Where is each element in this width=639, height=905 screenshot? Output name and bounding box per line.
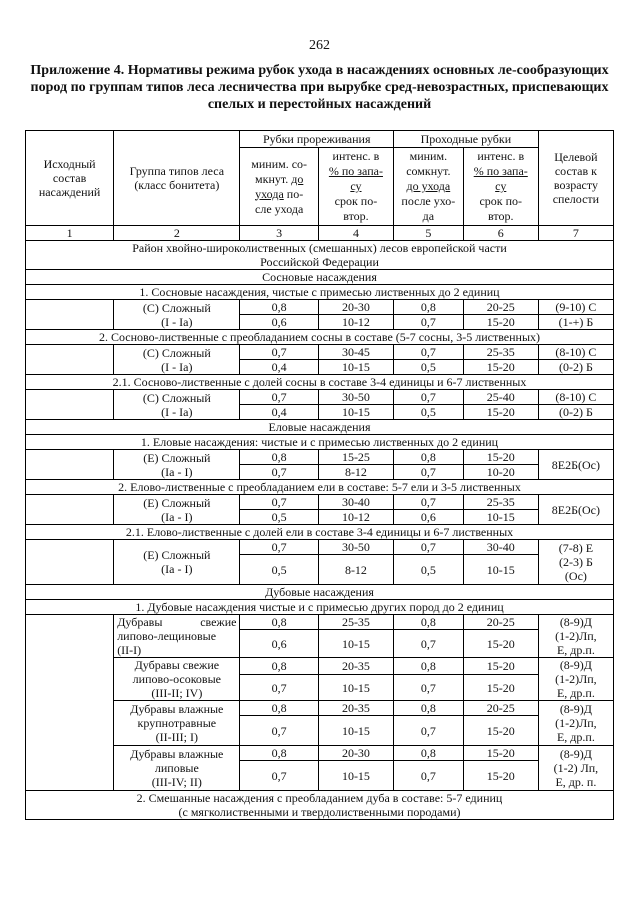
header-thinning: Рубки прореживания [240,131,394,148]
table-row: (С) Сложный (I - Ia) 0,7 30-50 0,7 25-40 (8-10) С [26,390,614,405]
oak-subsection-1: 1. Дубовые насаждения чистые и с примесью других пород до 2 единиц [26,600,614,615]
table-row: 0,6 10-12 0,7 15-20 (1-+) Б [26,315,614,330]
header-initial-composition: Исходный состав насаждений [26,131,114,226]
table-row: 0,4 10-15 0,5 15-20 (0-2) Б [26,360,614,375]
standards-table [25,130,614,820]
spruce-subsection-2: 2. Елово-лиственные с преобладанием ели в составе: 5-7 ели и 3-5 лиственных [26,480,614,495]
table-row: Дубравы влажные крупнотравные (II-III; I) 0,8 20-35 0,8 20-25 (8-9)Д (1-2)Лп, Е, др.п. [26,701,614,716]
table-row: 0,7 10-15 0,7 15-20 [26,675,614,701]
header-passing-cuttings: Проходные рубки [394,131,539,148]
table-row: 0,6 10-15 0,7 15-20 [26,630,614,658]
pine-subsection-2-1: 2.1. Сосново-лиственные с долей сосны в составе 3-4 единицы и 6-7 лиственных [26,375,614,390]
page-number: 262 [309,38,330,53]
header-intensity-thinning: интенс. в % по запа- су срок по- втор. [318,148,393,226]
spruce-subsection-2-1: 2.1. Елово-лиственные с долей ели в составе 3-4 единицы и 6-7 лиственных [26,525,614,540]
oak-heading: Дубовые насаждения [26,585,614,600]
pine-heading: Сосновые насаждения [26,270,614,285]
table-row: 0,5 10-12 0,6 10-15 [26,510,614,525]
table-row: 0,5 8-12 0,5 10-15 [26,555,614,585]
table-row: Дубравы свежие липово-осоковые (III-II; IV) 0,8 20-35 0,8 15-20 (8-9)Д (1-2)Лп, Е, др.п. [26,658,614,675]
header-forest-type-group: Группа типов леса (класс бонитета) [114,131,240,226]
header-min-density-thinning: миним. со- мкнут. до ухода по- сле ухода [240,148,318,226]
pine-subsection-1: 1. Сосновые насаждения, чистые с примесью лиственных до 2 единиц [26,285,614,300]
table-row: 0,4 10-15 0,5 15-20 (0-2) Б [26,405,614,420]
table-row: (С) Сложный (I - Ia) 0,7 30-45 0,7 25-35 (8-10) С [26,345,614,360]
oak-subsection-2: 2. Смешанные насаждения с преобладанием дуба в составе: 5-7 единиц (с мягколиственными и твердолиственными породами) [26,791,614,820]
table-row: 0,7 10-15 0,7 15-20 [26,761,614,791]
spruce-subsection-1: 1. Еловые насаждения: чистые и с примесью лиственных до 2 единиц [26,435,614,450]
region-heading: Район хвойно-широколиственных (смешанных) лесов европейской части Российской Федерации [26,241,614,270]
header-min-density-passing: миним. сомкнут. до ухода после ухо- да [394,148,464,226]
table-row: (Е) Сложный (Ia - I) 0,7 30-50 0,7 30-40 (7-8) Е (2-3) Б (Ос) [26,540,614,555]
table-row: (Е) Сложный (Ia - I) 0,7 30-40 0,7 25-35 8Е2Б(Ос) [26,495,614,510]
column-numbers-row: 1 2 3 4 5 6 7 [26,226,614,241]
page-title: Приложение 4. Нормативы режима рубок ухода в насаждениях основных ле-сообразующих пород по группам типов леса лесничества при вырубке сред-невозрастных, приспевающих спелых и перестойных насаждений [30,63,609,112]
table-row: (С) Сложный (I - Ia) 0,8 20-30 0,8 20-25 (9-10) С [26,300,614,315]
header-row-1 [26,131,614,148]
table-row: 0,7 10-15 0,7 15-20 [26,716,614,746]
table-row: 0,7 8-12 0,7 10-20 [26,465,614,480]
pine-subsection-2: 2. Сосново-лиственные с преобладанием сосны в составе (5-7 сосны, 3-5 лиственных) [26,330,614,345]
table-row: Дубравы свежие липово-лещиновые (II-I) 0,8 25-35 0,8 20-25 (8-9)Д (1-2)Лп, Е, др.п. [26,615,614,630]
spruce-heading: Еловые насаждения [26,420,614,435]
header-intensity-passing: интенс. в % по запа- су срок по- втор. [463,148,538,226]
table-row: Дубравы влажные липовые (III-IV; II) 0,8 20-30 0,8 15-20 (8-9)Д (1-2) Лп, Е, др. п. [26,746,614,761]
table-row: (Е) Сложный (Ia - I) 0,8 15-25 0,8 15-20 8Е2Б(Ос) [26,450,614,465]
header-target-composition: Целевой состав к возрасту спелости [538,131,613,226]
